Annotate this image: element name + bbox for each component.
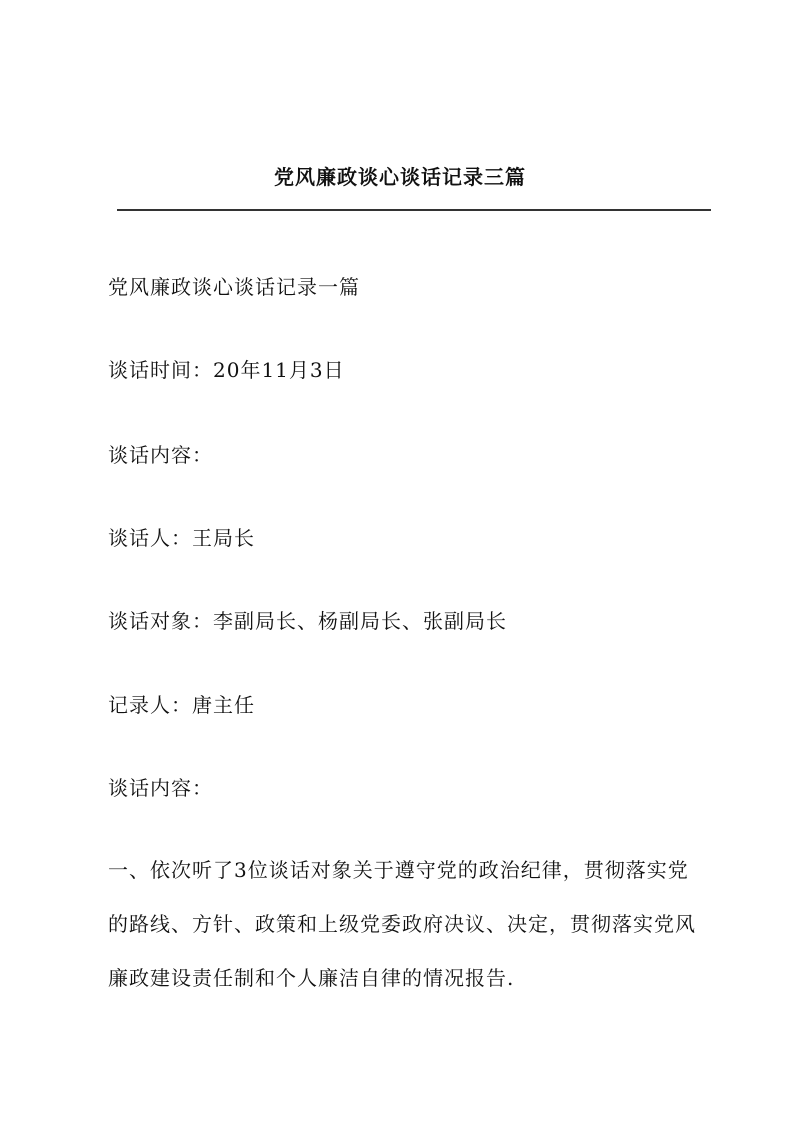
paragraph-line: 的路线、方针、政策和上级党委政府决议、决定，贯彻落实党风 (108, 912, 696, 936)
talker-line: 谈话人：王局长 (108, 526, 255, 550)
recorder-line: 记录人：唐主任 (108, 693, 255, 717)
paragraph-line: 廉政建设责任制和个人廉洁自律的情况报告. (108, 966, 515, 990)
body-paragraph (108, 855, 712, 1017)
talk-time-line: 谈话时间：20年11月3日 (108, 358, 345, 382)
talk-content-label-2: 谈话内容： (108, 776, 213, 800)
title-divider (117, 209, 711, 211)
talk-targets-line: 谈话对象：李副局长、杨副局长、张副局长 (108, 609, 507, 633)
section-heading: 党风廉政谈心谈话记录一篇 (108, 275, 360, 299)
paragraph-line: 一、依次听了3位谈话对象关于遵守党的政治纪律，贯彻落实党 (108, 858, 689, 882)
talk-content-label: 谈话内容： (108, 443, 213, 467)
document-title: 党风廉政谈心谈话记录三篇 (274, 165, 526, 189)
